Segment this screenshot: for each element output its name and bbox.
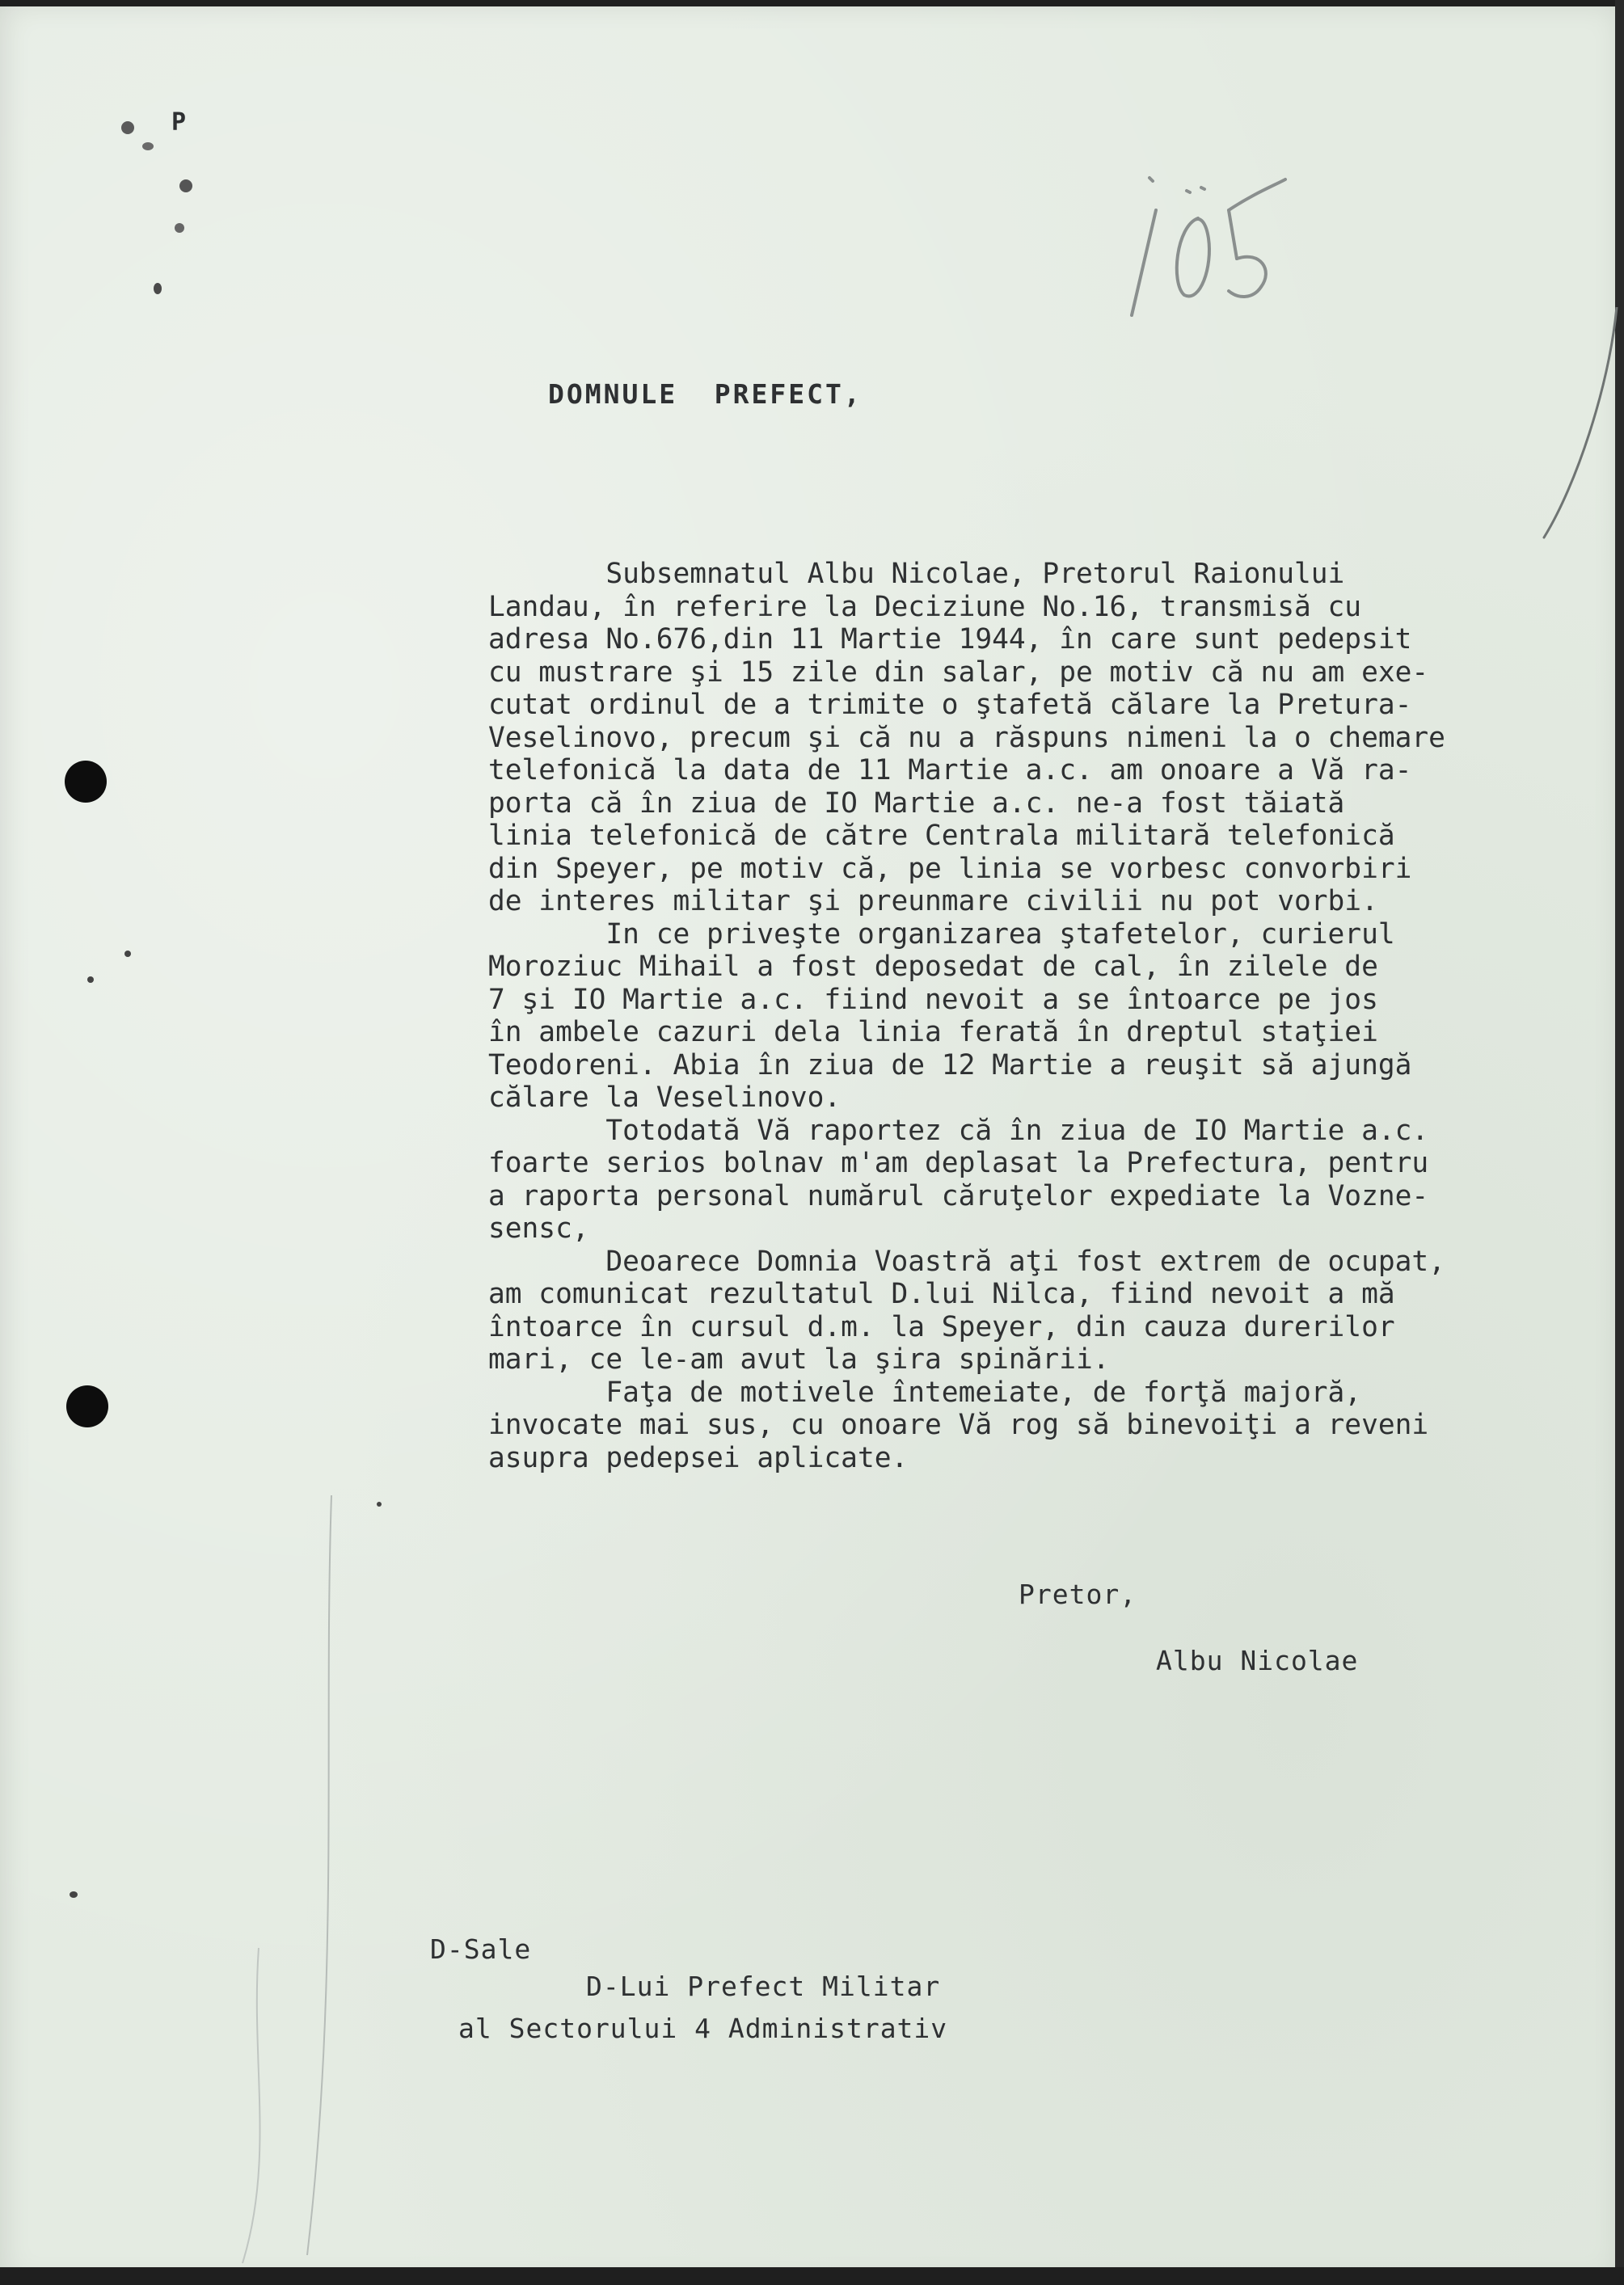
ink-speck (377, 1502, 382, 1507)
body-line: Veselinovo, precum şi că nu a răspuns nimeni la o chemare (488, 721, 1445, 754)
body-line: Deoarece Domnia Voastră aţi fost extrem de ocupat, (488, 1245, 1445, 1278)
body-line: călare la Veselinovo. (488, 1081, 842, 1114)
body-line: a raporta personal numărul căruţelor expediate la Vozne- (488, 1179, 1429, 1212)
body-line: 7 şi IO Martie a.c. fiind nevoit a se întoarce pe jos (488, 983, 1378, 1016)
ink-speck (124, 951, 131, 957)
body-line: invocate mai sus, cu onoare Vă rog să binevoiţi a reveni (488, 1409, 1429, 1441)
ink-speck (87, 976, 94, 983)
body-line: Teodoreni. Abia în ziua de 12 Martie a reuşit să ajungă (488, 1048, 1412, 1081)
body-line: cutat ordinul de a trimite o ştafetă călare la Pretura- (488, 689, 1412, 721)
body-line: porta că în ziua de IO Martie a.c. ne-a fost tăiată (488, 786, 1345, 820)
ink-speck (175, 223, 184, 233)
ink-speck (121, 121, 134, 134)
body-line: cu mustrare şi 15 zile din salar, pe motiv că nu am exe- (488, 656, 1429, 689)
body-line: întoarce în cursul d.m. la Speyer, din cauza durerilor (488, 1310, 1395, 1343)
scan-border-top (0, 0, 1624, 6)
ink-speck (154, 283, 162, 294)
letter-body (488, 558, 1620, 1474)
body-line: de interes militar şi preunmare civilii nu pot vorbi. (488, 885, 1378, 917)
faint-pencil-marks (210, 1495, 372, 2271)
body-line: Faţa de motivele întemeiate, de forţă majoră, (488, 1376, 1362, 1409)
punch-hole (65, 761, 107, 803)
pencil-margin-line (1528, 307, 1624, 542)
signature-name: Albu Nicolae (1156, 1645, 1359, 1676)
body-line: sensc, (488, 1212, 589, 1245)
salutation: DOMNULE PREFECT, (548, 378, 863, 410)
ink-speck (70, 1891, 78, 1898)
addressee-line-2: D-Lui Prefect Militar (586, 1971, 941, 2002)
addressee-line-3: al Sectorului 4 Administrativ (458, 2013, 948, 2044)
ink-speck (142, 142, 154, 150)
body-line: în ambele cazuri dela linia ferată în dreptul staţiei (488, 1016, 1378, 1048)
body-line: din Speyer, pe motiv că, pe linia se vorbesc convorbiri (488, 852, 1412, 885)
body-line: Subsemnatul Albu Nicolae, Pretorul Raionului (488, 558, 1345, 590)
body-line: asupra pedepsei aplicate. (488, 1441, 909, 1474)
punch-hole (66, 1385, 108, 1427)
body-line: am comunicat rezultatul D.lui Nilca, fiind nevoit a mă (488, 1278, 1395, 1310)
handwritten-folio-number (1099, 121, 1310, 348)
body-line: Moroziuc Mihail a fost deposedat de cal, în zilele de (488, 951, 1378, 983)
signature-title: Pretor, (1019, 1579, 1137, 1610)
body-line: telefonică la data de 11 Martie a.c. am onoare a Vă ra- (488, 754, 1412, 786)
ink-speck (179, 179, 192, 192)
body-line: mari, ce le-am avut la şira spinării. (488, 1343, 1110, 1376)
body-line: linia telefonică de către Centrala militară telefonică (488, 820, 1395, 852)
body-line: Landau, în referire la Deciziune No.16, transmisă cu (488, 590, 1362, 623)
corner-mark: P (171, 108, 188, 137)
body-line: In ce priveşte organizarea ştafetelor, curierul (488, 917, 1395, 951)
body-line: foarte serios bolnav m'am deplasat la Prefectura, pentru (488, 1147, 1429, 1179)
addressee-line-1: D-Sale (430, 1933, 532, 1965)
body-line: adresa No.676,din 11 Martie 1944, în care sunt pedepsit (488, 623, 1412, 656)
body-line: Totodată Vă raportez că în ziua de IO Martie a.c. (488, 1114, 1429, 1147)
